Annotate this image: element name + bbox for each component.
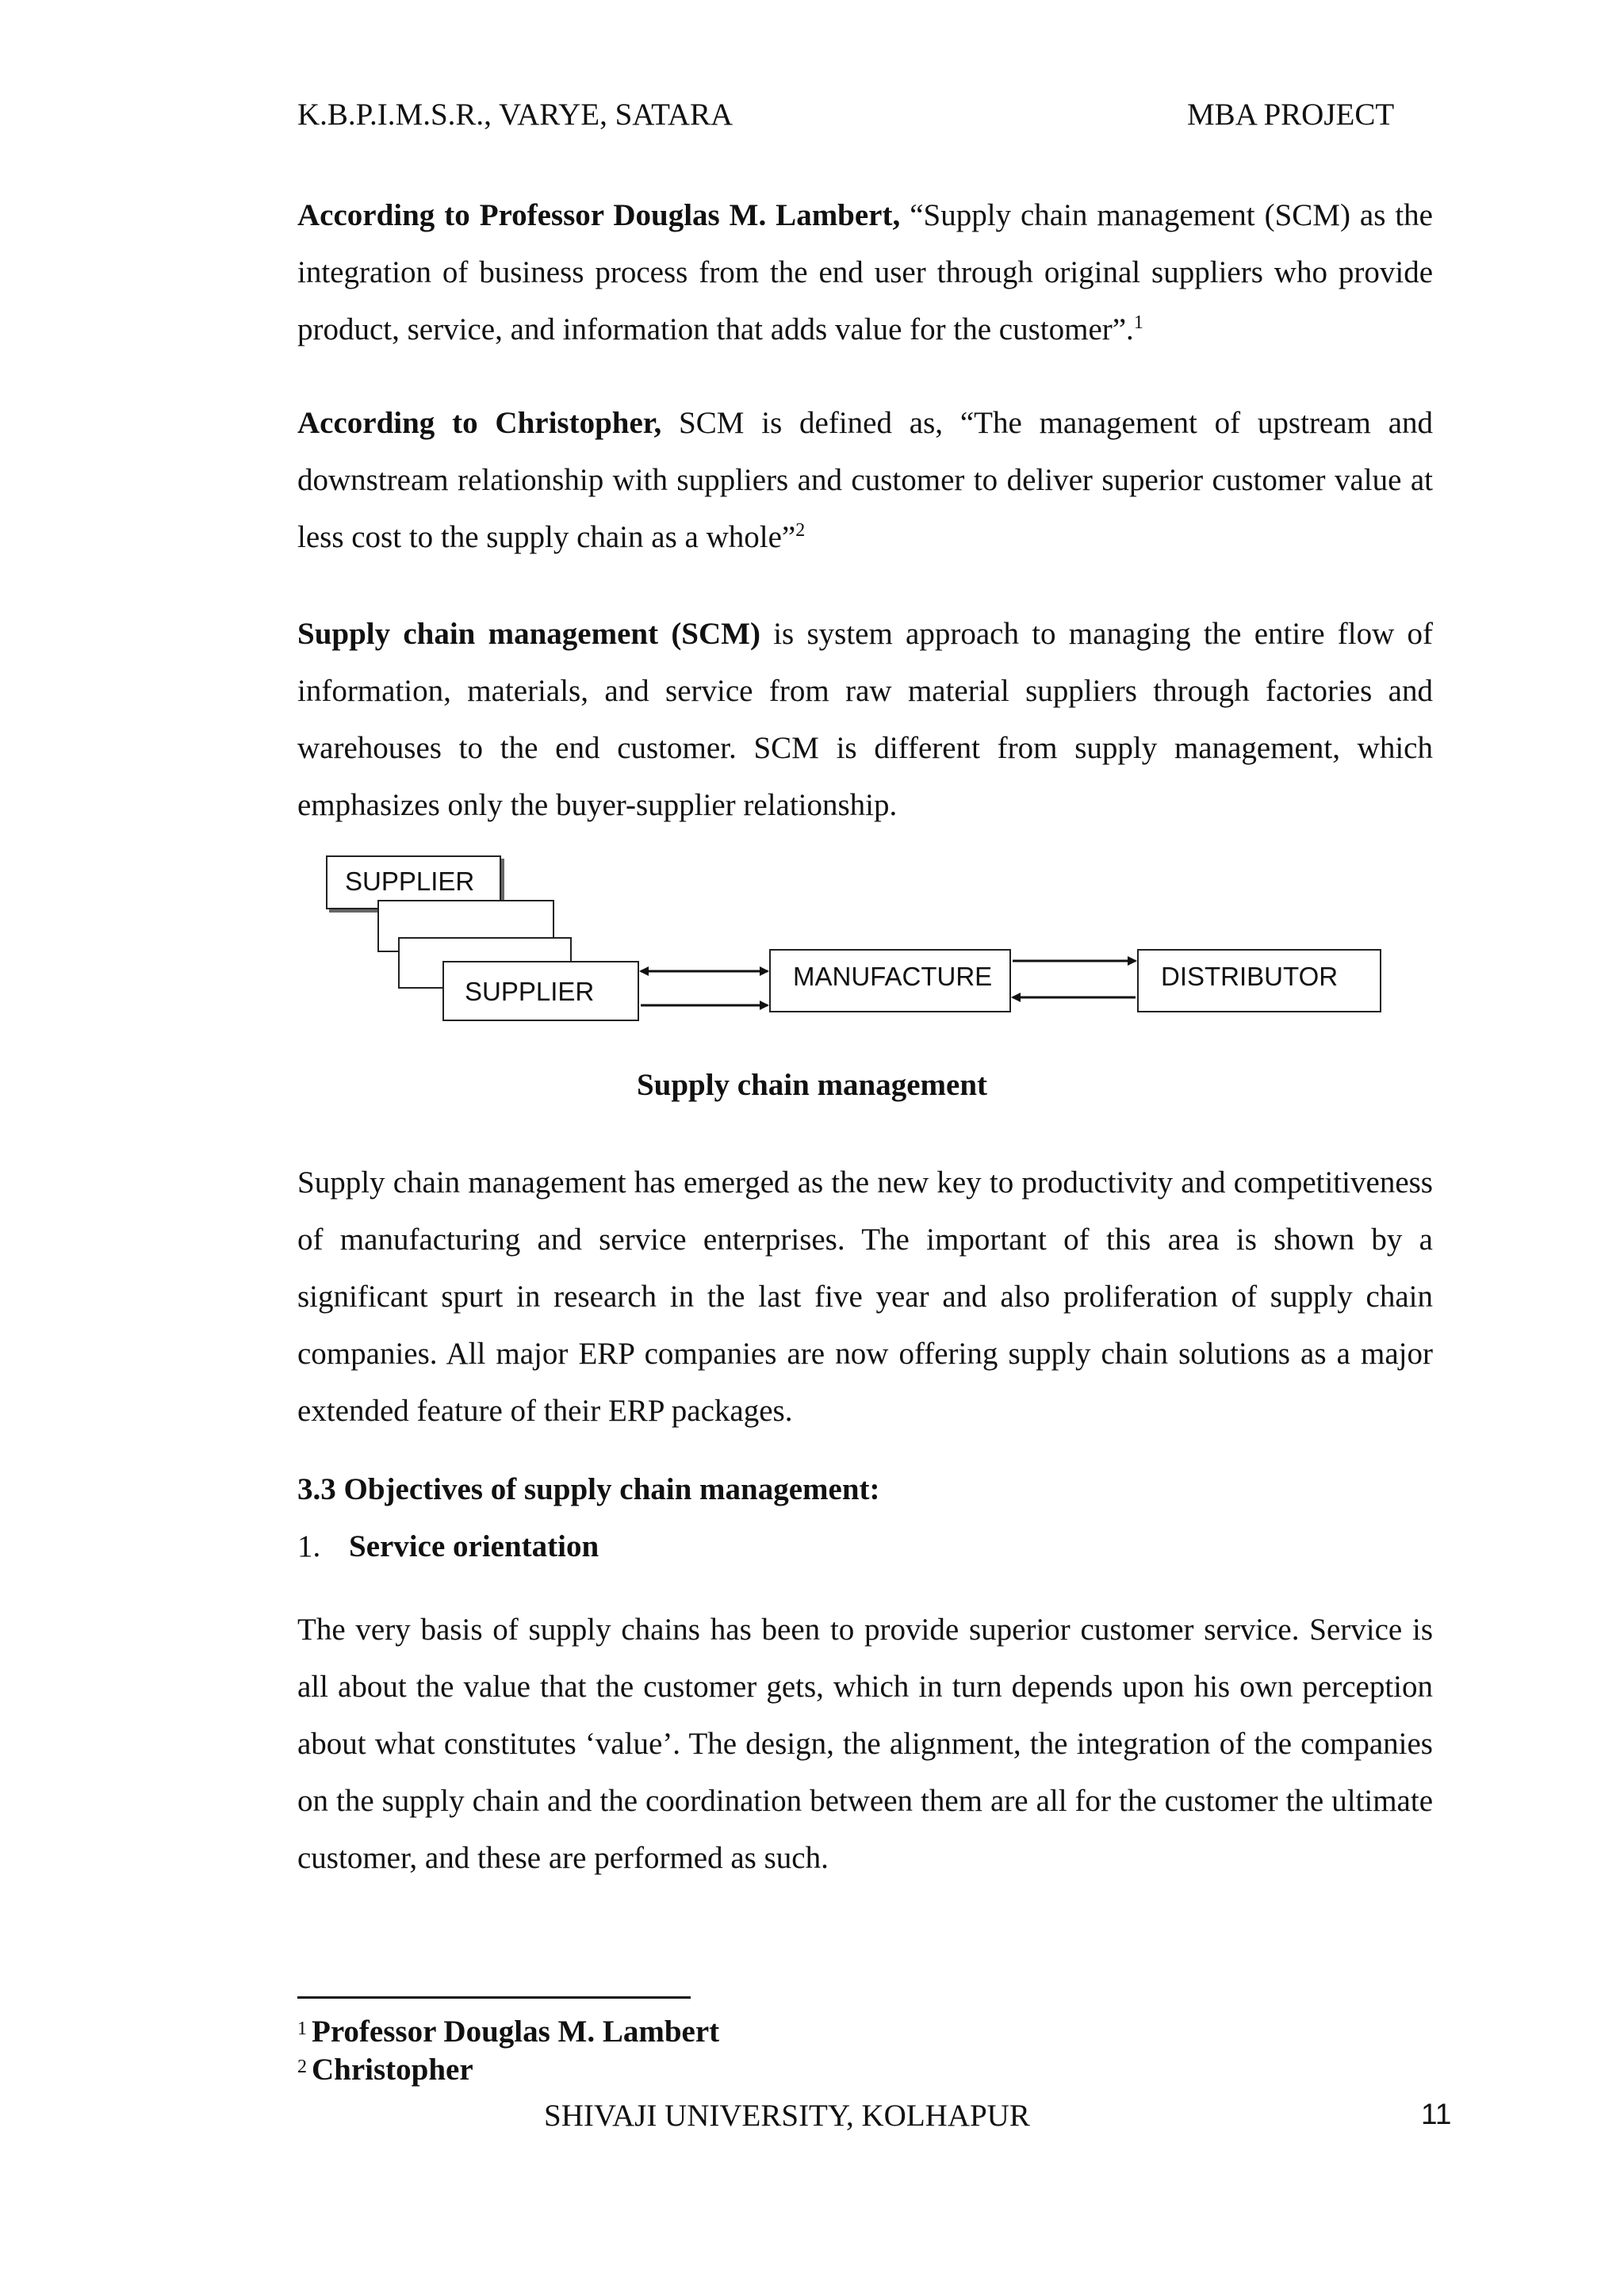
christopher-lead: According to Christopher, bbox=[297, 406, 662, 440]
scm-lead: Supply chain management (SCM) bbox=[297, 617, 760, 651]
footnote-1 bbox=[297, 2014, 719, 2049]
christopher-text: SCM is defined as, “The management of upstream and downstream relationship with suppliers and customer to deliver superior customer value at less cost to the supply chain as a whole” bbox=[297, 406, 1434, 554]
footnote-2-text: Christopher bbox=[312, 2053, 473, 2087]
lambert-text: “Supply chain management (SCM) as the integration of business process from the end user through original suppliers who provide product, service, and information that adds value for the customer”. bbox=[297, 198, 1433, 346]
footer-university: SHIVAJI UNIVERSITY, KOLHAPUR bbox=[544, 2099, 1030, 2133]
scm-text: is system approach to managing the entire flow of information, materials, and service from raw material suppliers through factories and warehouses to the end customer. SCM is different from supply management, which emphasizes only the buyer-supplier relationship. bbox=[297, 617, 1433, 822]
footnote-1-number: 1 bbox=[297, 2019, 307, 2039]
paragraph-service-orientation: The very basis of supply chains has been to provide superior customer service. Service is all about the value that the customer gets, which in turn depends upon his own perception about what constitutes ‘value’. The design, the alignment, the integration of the companies on the supply chain and the coordination between them are all for the customer the ultimate customer, and these are performed as such. bbox=[297, 1613, 1433, 1875]
distributor-label: DISTRIBUTOR bbox=[1161, 962, 1339, 991]
header-institute: K.B.P.I.M.S.R., VARYE, SATARA bbox=[297, 98, 733, 132]
objective-title: Service orientation bbox=[349, 1529, 599, 1563]
footnote-2-number: 2 bbox=[297, 2057, 307, 2077]
diagram-caption: Supply chain management bbox=[636, 1068, 988, 1102]
paragraph-scm-importance: Supply chain management has emerged as the new key to productivity and competitiveness of manufacturing and service enterprises. The important of this area is shown by a significant spurt in research in the last five year and also proliferation of supply chain companies. All major ERP companies are now offering supply chain solutions as a major extended feature of their ERP packages. bbox=[297, 1165, 1433, 1428]
diagram-arrows bbox=[0, 0, 1624, 1110]
page-number: 11 bbox=[1421, 2098, 1452, 2130]
supplier-top-label: SUPPLIER bbox=[345, 867, 475, 896]
section-heading: 3.3 Objectives of supply chain management: bbox=[297, 1472, 880, 1506]
lambert-lead: According to Professor Douglas M. Lambert, bbox=[297, 198, 901, 232]
manufacture-label: MANUFACTURE bbox=[793, 962, 993, 991]
footnote-1-text: Professor Douglas M. Lambert bbox=[312, 2015, 720, 2049]
footnote-2 bbox=[297, 2052, 473, 2087]
footnote-separator bbox=[297, 1996, 691, 1999]
objective-item bbox=[297, 1529, 599, 1564]
objective-number: 1. bbox=[297, 1529, 321, 1563]
supplier-bottom-label: SUPPLIER bbox=[465, 977, 595, 1006]
header-project: MBA PROJECT bbox=[1187, 98, 1395, 132]
footnote-ref-2: 2 bbox=[795, 520, 806, 541]
footnote-ref-1: 1 bbox=[1133, 312, 1143, 333]
